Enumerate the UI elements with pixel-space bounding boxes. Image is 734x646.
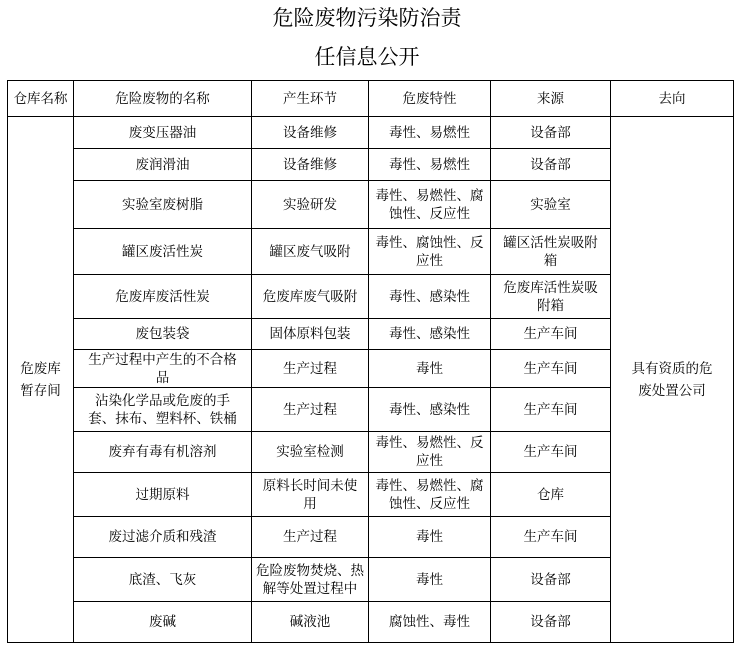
stage-cell: 实验研发 (252, 181, 369, 229)
header-waste-name: 危险废物的名称 (74, 81, 252, 117)
source-cell: 设备部 (491, 602, 611, 643)
waste-name-cell: 过期原料 (74, 473, 252, 517)
waste-name-cell: 危废库废活性炭 (74, 275, 252, 319)
stage-cell: 实验室检测 (252, 432, 369, 473)
source-cell: 实验室 (491, 181, 611, 229)
header-hazard-property: 危废特性 (369, 81, 491, 117)
source-cell: 危废库活性炭吸附箱 (491, 275, 611, 319)
source-cell: 设备部 (491, 149, 611, 181)
stage-cell: 设备维修 (252, 117, 369, 149)
source-cell: 设备部 (491, 558, 611, 602)
waste-name-cell: 沾染化学品或危废的手套、抹布、塑料杯、铁桶 (74, 388, 252, 432)
property-cell: 毒性、易燃性、腐蚀性、反应性 (369, 181, 491, 229)
stage-cell: 罐区废气吸附 (252, 229, 369, 275)
source-cell: 生产车间 (491, 388, 611, 432)
hazardous-waste-table (7, 80, 734, 643)
property-cell: 毒性、易燃性 (369, 149, 491, 181)
stage-cell: 生产过程 (252, 350, 369, 388)
stage-cell: 固体原料包装 (252, 319, 369, 350)
stage-cell: 生产过程 (252, 517, 369, 558)
document-title-line-2: 任信息公开 (314, 45, 420, 69)
waste-name-cell: 废碱 (74, 602, 252, 643)
property-cell: 毒性、易燃性、腐蚀性、反应性 (369, 473, 491, 517)
header-generation-stage: 产生环节 (252, 81, 369, 117)
waste-name-cell: 废过滤介质和残渣 (74, 517, 252, 558)
destination-cell: 具有资质的危废处置公司 (611, 117, 734, 643)
table-row (8, 117, 734, 149)
header-row (8, 81, 734, 117)
property-cell: 毒性、感染性 (369, 275, 491, 319)
waste-name-cell: 废弃有毒有机溶剂 (74, 432, 252, 473)
waste-name-cell: 实验室废树脂 (74, 181, 252, 229)
source-cell: 设备部 (491, 117, 611, 149)
property-cell: 毒性 (369, 558, 491, 602)
property-cell: 腐蚀性、毒性 (369, 602, 491, 643)
waste-name-cell: 生产过程中产生的不合格品 (74, 350, 252, 388)
waste-name-cell: 罐区废活性炭 (74, 229, 252, 275)
document-title-line-1: 危险废物污染防治责 (272, 6, 462, 30)
stage-cell: 原料长时间未使用 (252, 473, 369, 517)
waste-name-cell: 底渣、飞灰 (74, 558, 252, 602)
source-cell: 生产车间 (491, 319, 611, 350)
stage-cell: 碱液池 (252, 602, 369, 643)
header-source: 来源 (491, 81, 611, 117)
stage-cell: 危废库废气吸附 (252, 275, 369, 319)
source-cell: 生产车间 (491, 432, 611, 473)
source-cell: 生产车间 (491, 517, 611, 558)
stage-cell: 生产过程 (252, 388, 369, 432)
source-cell: 生产车间 (491, 350, 611, 388)
source-cell: 仓库 (491, 473, 611, 517)
stage-cell: 危险废物焚烧、热解等处置过程中 (252, 558, 369, 602)
stage-cell: 设备维修 (252, 149, 369, 181)
property-cell: 毒性、易燃性 (369, 117, 491, 149)
warehouse-cell: 危废库暂存间 (8, 117, 74, 643)
property-cell: 毒性、易燃性、反应性 (369, 432, 491, 473)
header-destination: 去向 (611, 81, 734, 117)
property-cell: 毒性、腐蚀性、反应性 (369, 229, 491, 275)
property-cell: 毒性、感染性 (369, 319, 491, 350)
waste-name-cell: 废润滑油 (74, 149, 252, 181)
source-cell: 罐区活性炭吸附箱 (491, 229, 611, 275)
waste-name-cell: 废包装袋 (74, 319, 252, 350)
property-cell: 毒性、感染性 (369, 388, 491, 432)
property-cell: 毒性 (369, 517, 491, 558)
header-warehouse-name: 仓库名称 (8, 81, 74, 117)
property-cell: 毒性 (369, 350, 491, 388)
waste-name-cell: 废变压器油 (74, 117, 252, 149)
